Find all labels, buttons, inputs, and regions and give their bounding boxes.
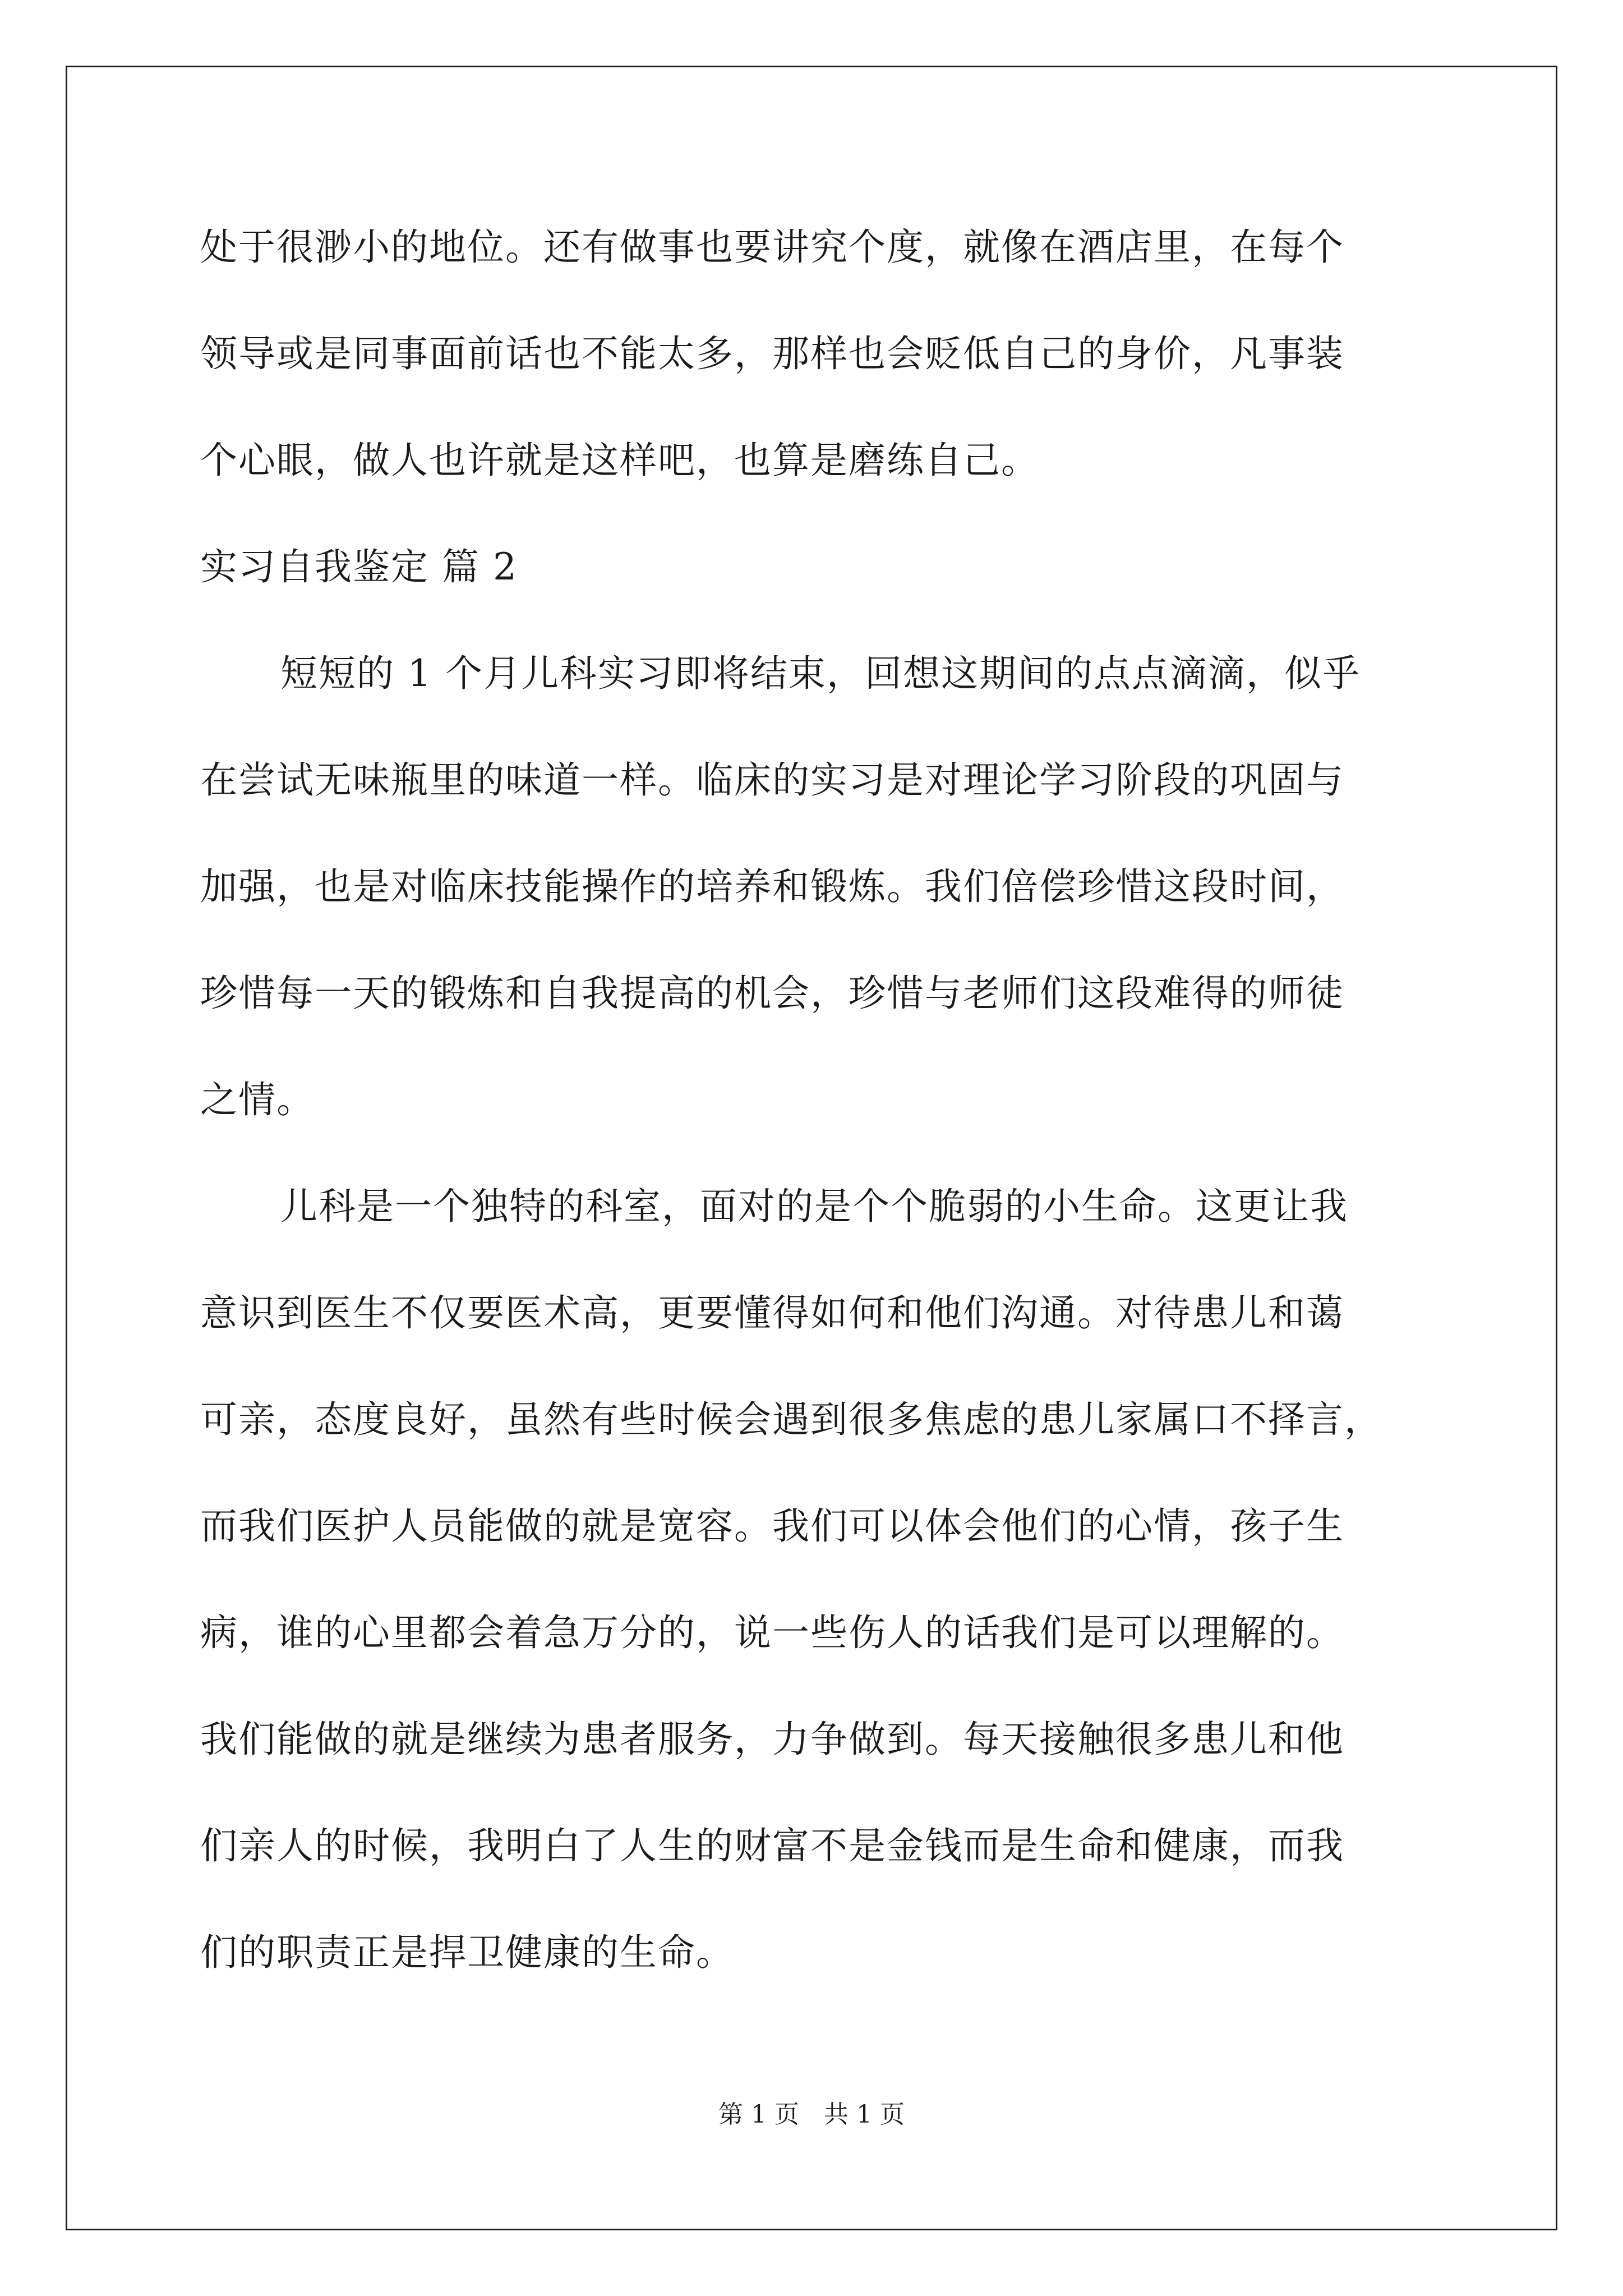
paragraph2-line-2: 意识到医生不仅要医术高，更要懂得如何和他们沟通。对待患儿和蔼 bbox=[200, 1291, 1344, 1335]
paragraph1-line-2: 在尝试无味瓶里的味道一样。临床的实习是对理论学习阶段的巩固与 bbox=[200, 758, 1344, 802]
paragraph1-line-5: 之情。 bbox=[200, 1078, 315, 1121]
paragraph2-line-7: 们亲人的时候，我明白了人生的财富不是金钱而是生命和健康，而我 bbox=[200, 1824, 1344, 1867]
paragraph2-line-8: 们的职责正是捍卫健康的生命。 bbox=[200, 1931, 734, 1974]
paragraph2-line-5: 病，谁的心里都会着急万分的，说一些伤人的话我们是可以理解的。 bbox=[200, 1611, 1344, 1654]
paragraph2-line-3: 可亲，态度良好，虽然有些时候会遇到很多焦虑的患儿家属口不择言， bbox=[200, 1398, 1382, 1441]
paragraph2-line-6: 我们能做的就是继续为患者服务，力争做到。每天接触很多患儿和他 bbox=[200, 1718, 1344, 1761]
paragraph2-line-4: 而我们医护人员能做的就是宽容。我们可以体会他们的心情，孩子生 bbox=[200, 1504, 1344, 1548]
paragraph2-line-1: 儿科是一个独特的科室，面对的是个个脆弱的小生命。这更让我 bbox=[280, 1185, 1348, 1228]
paragraph1-line-4: 珍惜每一天的锻炼和自我提高的机会，珍惜与老师们这段难得的师徒 bbox=[200, 972, 1344, 1015]
continuation-line-1: 处于很渺小的地位。还有做事也要讲究个度，就像在酒店里，在每个 bbox=[200, 226, 1344, 269]
page-footer: 第 1 页 共 1 页 bbox=[718, 2100, 905, 2129]
paragraph1-line-3: 加强，也是对临床技能操作的培养和锻炼。我们倍偿珍惜这段时间， bbox=[200, 865, 1344, 908]
page-border bbox=[66, 66, 1557, 2230]
section-title: 实习自我鉴定 篇 2 bbox=[200, 545, 518, 588]
continuation-line-3: 个心眼，做人也许就是这样吧，也算是磨练自己。 bbox=[200, 439, 1039, 482]
paragraph1-line-1: 短短的 1 个月儿科实习即将结束，回想这期间的点点滴滴，似乎 bbox=[280, 652, 1361, 695]
continuation-line-2: 领导或是同事面前话也不能太多，那样也会贬低自己的身价，凡事装 bbox=[200, 332, 1344, 375]
